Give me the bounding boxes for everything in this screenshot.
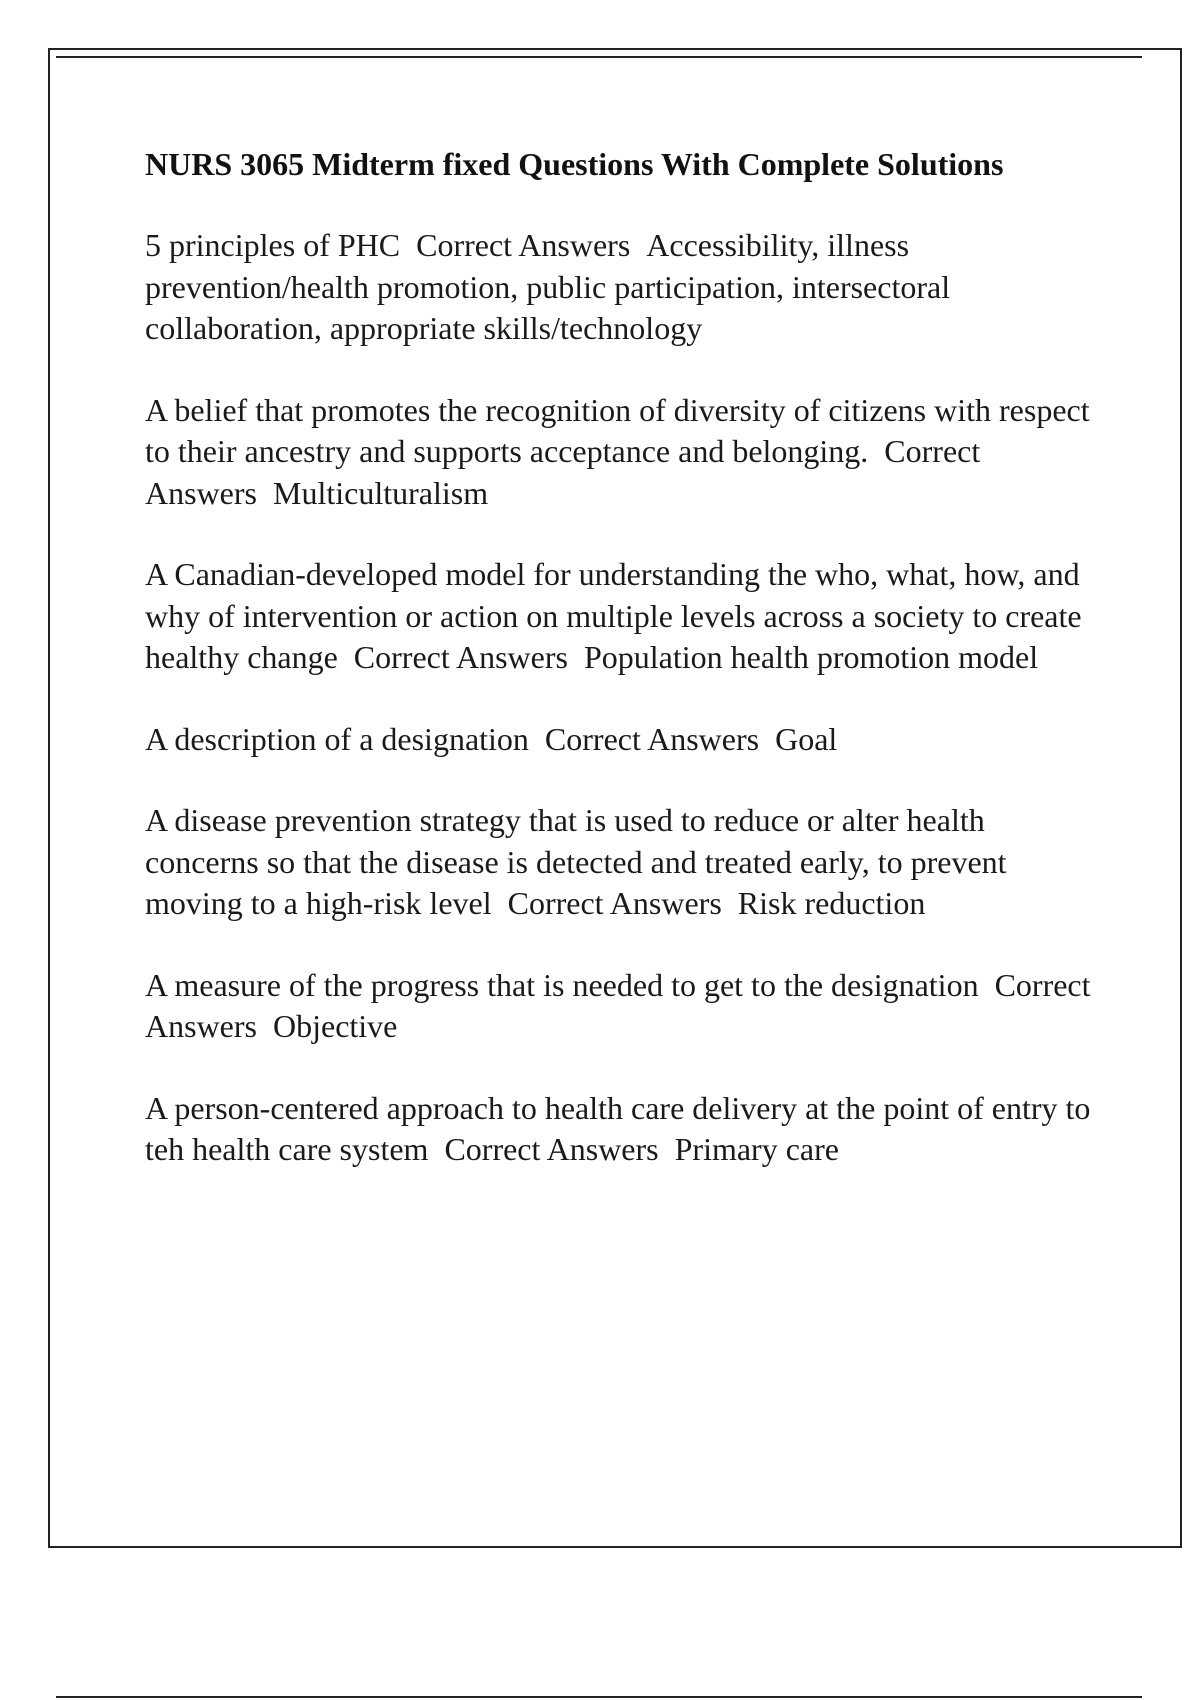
answer-text: Multiculturalism [272,474,489,511]
qa-entry [145,225,1105,350]
question-text: A disease prevention strategy that is used to reduce or alter health concerns so that the disease is detected and treated early, to prevent moving to a high-risk level [145,802,1007,921]
qa-entry [145,554,1105,679]
answer-marker: Correct Answers [353,639,568,675]
answer-marker: Correct Answers [444,1131,659,1167]
footer-rule [56,1696,1142,1698]
answer-marker: Correct Answers [544,720,760,757]
question-text: A belief that promotes the recognition of diversity of citizens with respect to their ancestry and supports acceptance and belonging. [145,391,1090,469]
answer-marker: Correct Answers [145,966,1091,1044]
qa-entry [145,390,1105,515]
question-text: A description of a designation [145,720,529,757]
qa-entry [145,800,1105,925]
answer-text: Population health promotion model [583,639,1039,675]
qa-entry [145,965,1105,1048]
answer-text: Risk reduction [737,885,926,921]
qa-entry [145,719,1105,761]
qa-entry [145,1088,1105,1171]
document-body [145,143,1105,1211]
question-text: A Canadian-developed model for understanding the who, what, how, and why of intervention or action on multiple levels across a society to create healthy change [145,556,1082,675]
answer-marker: Correct Answers [416,227,631,263]
answer-text: Objective [272,1008,398,1044]
answer-text: Primary care [674,1131,839,1167]
answer-marker: Correct Answers [507,885,722,921]
header-rule [56,56,1142,58]
question-text: 5 principles of PHC [145,227,401,263]
document-title: NURS 3065 Midterm fixed Questions With Complete Solutions [145,146,1004,182]
question-text: A person-centered approach to health care delivery at the point of entry to teh health care system [145,1089,1091,1167]
answer-marker: Correct Answers [145,433,981,511]
answer-text: Goal [775,720,838,757]
question-text: A measure of the progress that is needed to get to the designation [145,966,979,1003]
answer-text: Accessibility, illness prevention/health promotion, public participation, intersectoral collaboration, appropriate skills/technology [145,227,951,346]
